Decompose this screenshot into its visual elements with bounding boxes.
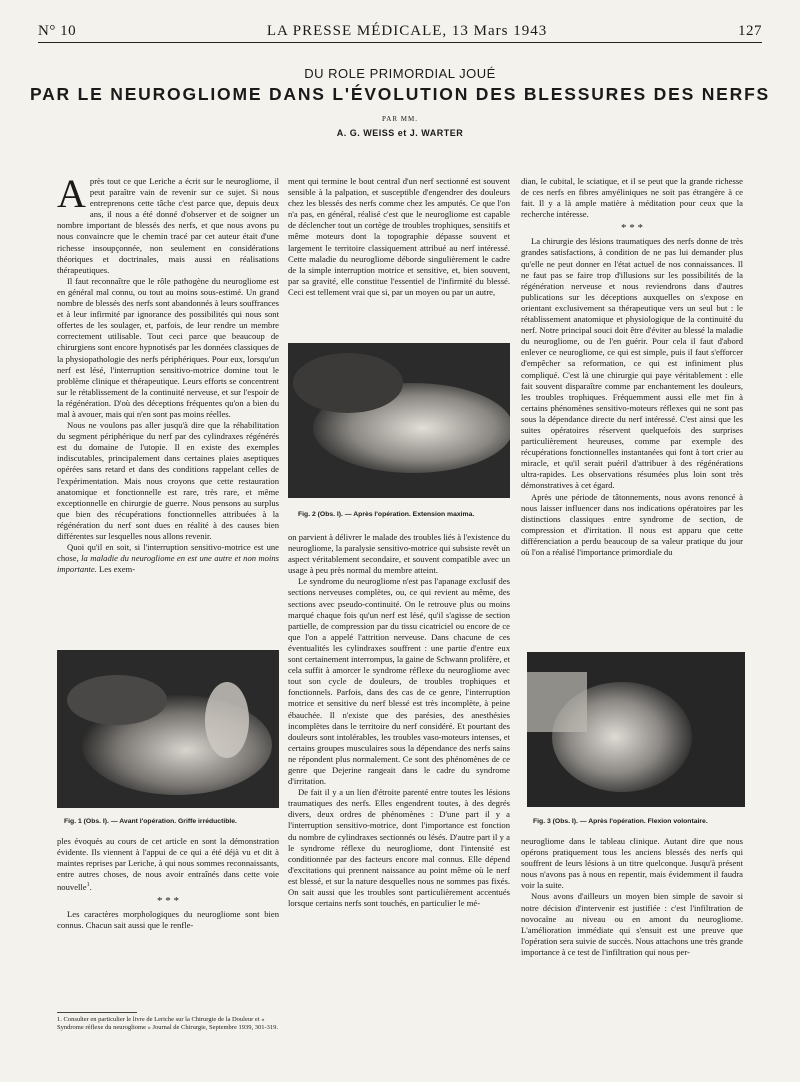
footnote-ref: 1	[86, 882, 90, 889]
hand-photo-1	[57, 650, 279, 808]
col1-paragraph-5: ples évoqués au cours de cet article en sont la démonstration évidente. Ils viennent à l'appui de ce qui a été déjà vu et dit à maintes reprises par Leriche, à qui nous sommes reconnaissants, entre autres choses, de nous avoir entraînés dans cette voie nouvelle$^1$.	[57, 836, 279, 893]
col1-paragraph-6: Les caractères morphologiques du neurogliome sont bien connus. Chacun sait aussi que le renfle-	[57, 909, 279, 931]
hand-photo-2	[288, 343, 510, 498]
issue-number: N° 10	[38, 23, 77, 39]
col3-paragraph-2: La chirurgie des lésions traumatiques des nerfs donne de très grandes satisfactions, à condition de ne pas lui demander plus qu'elle ne peut donner en l'état actuel de nos connaissances. Il ne faut pas se faire trop d'illusions sur les possibilités de la régénération nerveuse et nous reviendrons dans d'autres publications sur les déceptions auxquelles on s'expose en orientant exclusivement sa thérapeutique vers un seul but : le rétablissement anatomique et physiologique de la continuité du nerf. Notre principal souci doit être d'éviter au blessé la maladie du neurogliome, ou de l'en guérir. Pour cela il faut d'abord enlever ce neurogliome, ce qui est simple, puis il faut s'efforcer d'empêcher sa reformation, ce qui est infiniment plus compliqué. C'est là une chirurgie qui paye véritablement : elle fait souvent disparaître comme par enchantement les douleurs, les troubles trophiques. Fréquemment aussi elle met fin à certains phénomènes sensitivo-moteurs réflexes qui ne sont pas sous la dépendance directe du nerf intéressé. C'est ainsi que les suites opératoires réservent quelquefois des surprises particulièrement heureuses, comme par exemple des récupérations fonctionnelles instantanées qui font à tort crier au miracle, et qu'il serait puéril d'attribuer à des régénérations ultra-rapides. Les observations résumées plus loin sont très démonstratives à cet égard.	[521, 236, 743, 491]
article-title: PAR LE NEUROGLIOME DANS L'ÉVOLUTION DES BLESSURES DES NERFS	[29, 84, 771, 104]
col1-paragraph-4	[57, 542, 279, 575]
col2-paragraph-2: on parvient à délivrer le malade des troubles liés à l'existence du neurogliome, la paralysie sensitivo-motrice qui subsiste revêt un aspect véritablement secondaire, et souvent compatible avec un usage à peu près normal du membre atteint.	[288, 532, 510, 576]
col1-p5-text: ples évoqués au cours de cet article en sont la démonstration évidente. Ils viennent à l'appui de ce qui a été déjà vu et dit à maintes reprises par Leriche, à qui nous sommes reconnaissants, entre autres choses, de nous avoir entraînés dans cette voie nouvelle	[57, 836, 279, 893]
column-3-bottom	[521, 836, 743, 1068]
section-stars-1: * * *	[157, 895, 179, 908]
figure-2-photo	[288, 343, 510, 498]
col1-p4-c: Les exem-	[99, 564, 136, 575]
col2-paragraph-4: De fait il y a un lien d'étroite parenté entre toutes les lésions traumatiques des nerfs. Elles engendrent toutes, à des degrés divers, deux ordres de phénomènes : D'une part il y a l'interruption sensitivo-motrice, dont l'importance est fonction du nombre de cylindraxes sectionnés ou lésés. D'autre part il y a le syndrome réflexe du neurogliome, dont l'intensité est conditionnée par des facteurs encore mal connus. Elle dépend d'excitations qui prennent naissance au point même où le nerf est blessé, et sur la nature desquelles nous ne sommes pas fixés. On sait aussi que les troubles sont particulièrement accentués lorsque certains nerfs sont touchés, en particulier le mé-	[288, 787, 510, 909]
page-number: 127	[738, 23, 762, 39]
column-1-bottom	[57, 836, 279, 1006]
hand-photo-3	[527, 652, 745, 807]
col2-paragraph-1: ment qui termine le bout central d'un nerf sectionné est souvent sensible à la palpation, et susceptible d'engendrer des douleurs chez les blessés des nerfs comme chez les amputés. Ce que l'on n'a pas, en général, réalisé c'est que le neurogliome est capable de déclencher tout un cortège de troubles trophiques, sensitifs et même moteurs dont la topographie dépasse souvent et largement le territoire classiquement attribué au nerf intéressé. Cette maladie du neurogliome déborde singulièrement le cadre de la simple interruption motrice et sensitive, et, bien souvent, par sa gravité, elle constitue l'essentiel de l'infirmité du blessé. Ceci est tellement vrai que si, par un moyen ou par un autre,	[288, 176, 510, 297]
authors: A. G. WEISS et J. WARTER	[336, 128, 464, 138]
col2-paragraph-3: Le syndrome du neurogliome n'est pas l'apanage exclusif des sections nerveuses complètes, ou, ce qui revient au même, des sections avec pseudo-continuité. On le retrouve plus ou moins marqué chaque fois qu'un nerf est lésé, qu'il s'agisse de section partielle, de compression par du tissu cicatriciel ou encore de ce que l'on a appelé l'attrition nerveuse. Dans chacune de ces éventualités les cylindraxes souffrent : une partie d'entre eux sont certainement interrompus, la gaine de Schwann prolifère, et cela suffit à amorcer le syndrome réflexe du neurogliome avec tout son cycle de douleurs, de troubles trophiques et fonctionnels. Parfois, dans des cas de ce genre, l'interruption motrice et sensitive du nerf blessé est très incomplète, à peine ébauchée. Il n'existe que des parésies, des anesthésies incomplètes dans le territoire du nerf considéré. Et pourtant des douleurs sont intolérables, les troubles vaso-moteurs intenses, et certains groupes musculaires sous la dépendance des nerfs sains ne répondent plus normalement. Ce sont des phénomènes de ce genre que Dejerine rangeait dans le cadre du syndrome d'irritation.	[288, 576, 510, 787]
figure-1-photo	[57, 650, 279, 808]
col1-paragraph-2: Il faut reconnaître que le rôle pathogène du neurogliome est en général mal connu, ou tout au moins sous-estimé. Un grand nombre de blessés des nerfs sont abandonnés à leurs souffrances et à leur infirmité par ignorance des possibilités qui nous sont offertes de les soulager, et, parfois, de leur rendre un membre correctement utilisable. Tout ceci parce que beaucoup de chirurgiens sont encore hypnotisés par les données classiques de la physiopathologie des nerfs périphériques. Pour eux, lorsqu'un nerf est lésé, l'interruption sensitivo-motrice domine tout le problème clinique et thérapeutique. Leurs efforts se concentrent sur le rétablissement de la continuité nerveuse, et sur l'espoir de la régénération. D'où des déceptions fréquentes qu'on a bien du mal à avouer, mais qui n'en sont pas moins réelles.	[57, 275, 279, 419]
col1-p4-italic: la maladie du neurogliome en est une autre et non moins importante.	[57, 553, 279, 575]
figure-3-caption: Fig. 3 (Obs. I). — Après l'opération. Flexion volontaire.	[533, 818, 708, 825]
article-kicker: DU ROLE PRIMORDIAL JOUÉ	[304, 66, 496, 81]
page-header	[38, 18, 762, 40]
byline-par: PAR MM.	[382, 115, 418, 123]
drop-cap: A	[57, 176, 86, 216]
column-3-top	[521, 176, 743, 648]
header-rule	[38, 42, 762, 43]
figure-3-photo	[527, 652, 745, 807]
column-2-top	[288, 176, 510, 336]
col1-paragraph-1: près tout ce que Leriche a écrit sur le neurogliome, il peut paraître vain de revenir sur ce sujet. Si nous entreprenons cette tâche c'est parce que, depuis deux ans, il nous a été donné d'observer et de soigner un nombre important de blessés des nerfs, et que nous avons pu nous convaincre que le chemin tracé par cet auteur était d'une richesse insoupçonnée, non seulement en considérations théoriques et doctrinales, mais aussi en réalisations thérapeutiques.	[57, 176, 279, 275]
footnote-rule	[57, 1012, 137, 1013]
column-2-bottom	[288, 532, 510, 1068]
col3-paragraph-4: neurogliome dans le tableau clinique. Autant dire que nous opérons pratiquement tous les anciens blessés des nerfs qui souffrent de leurs lésions à un titre quelconque. Jusqu'à présent nous n'avons pas à nous en repentir, mais évidemment il faudra voir la suite.	[521, 836, 743, 891]
journal-title: LA PRESSE MÉDICALE, 13 Mars 1943	[266, 23, 548, 39]
figure-1-caption: Fig. 1 (Obs. I). — Avant l'opération. Griffe irréductible.	[64, 818, 237, 825]
footnote: 1. Consulter en particulier le livre de Leriche sur la Chirurgie de la Douleur et « Syndrome réflexe du neurogliome » Journal de Chirurgie, Septembre 1939, 301-319.	[57, 1016, 279, 1032]
figure-2-caption: Fig. 2 (Obs. I). — Après l'opération. Extension maxima.	[298, 511, 475, 518]
col1-p4-a: Quoi qu'il en soit, si l'interruption sensitivo-motrice est une chose,	[57, 542, 279, 564]
col3-paragraph-5: Nous avons d'ailleurs un moyen bien simple de savoir si notre décision d'intervenir est justifiée : c'est l'infiltration de novocaïne au niveau ou en amont du neurogliome. L'amélioration immédiate qui s'ensuit est une preuve que l'opération sera suivie de succès. Nous attachons une très grande importance à ce test de l'infiltration qui nous per-	[521, 891, 743, 957]
col3-paragraph-1: dian, le cubital, le sciatique, et il se peut que la grande richesse de ces nerfs en fibres amyéliniques ne soit pas étrangère à ce fait. Il y a là ample matière à méditation pour ceux que la recherche intéresse.	[521, 176, 743, 220]
section-stars-2: * * *	[621, 222, 643, 235]
column-1-top	[57, 176, 279, 646]
col1-paragraph-3: Nous ne voulons pas aller jusqu'à dire que la réhabilitation du segment périphérique du nerf par des cylindraxes régénérés est du domaine de l'utopie. Il en existe des exemples indiscutables, principalement dans certaines plaies aseptiques opérées sans retard et dans des conditions rappelant celles de l'expérimentation. Mais nous croyons que cette restauration anatomique et fonctionnelle est rare, très rare, et même exceptionnelle en chirurgie de guerre. Nous pensons au surplus que bien des récupérations fonctionnelles attribuées à la régénération du nerf sont dues en réalité à des causes bien différentes sur lesquelles nous allons revenir.	[57, 420, 279, 541]
col3-paragraph-3: Après une période de tâtonnements, nous avons renoncé à nous laisser influencer dans nos indications opératoires par les distinctions classiques entre syndrome de section, de compression et d'irritation. Il nous est apparu que cette différenciation a perdu beaucoup de sa valeur pratique du jour où l'on a réalisé l'importance primordiale du	[521, 491, 743, 557]
